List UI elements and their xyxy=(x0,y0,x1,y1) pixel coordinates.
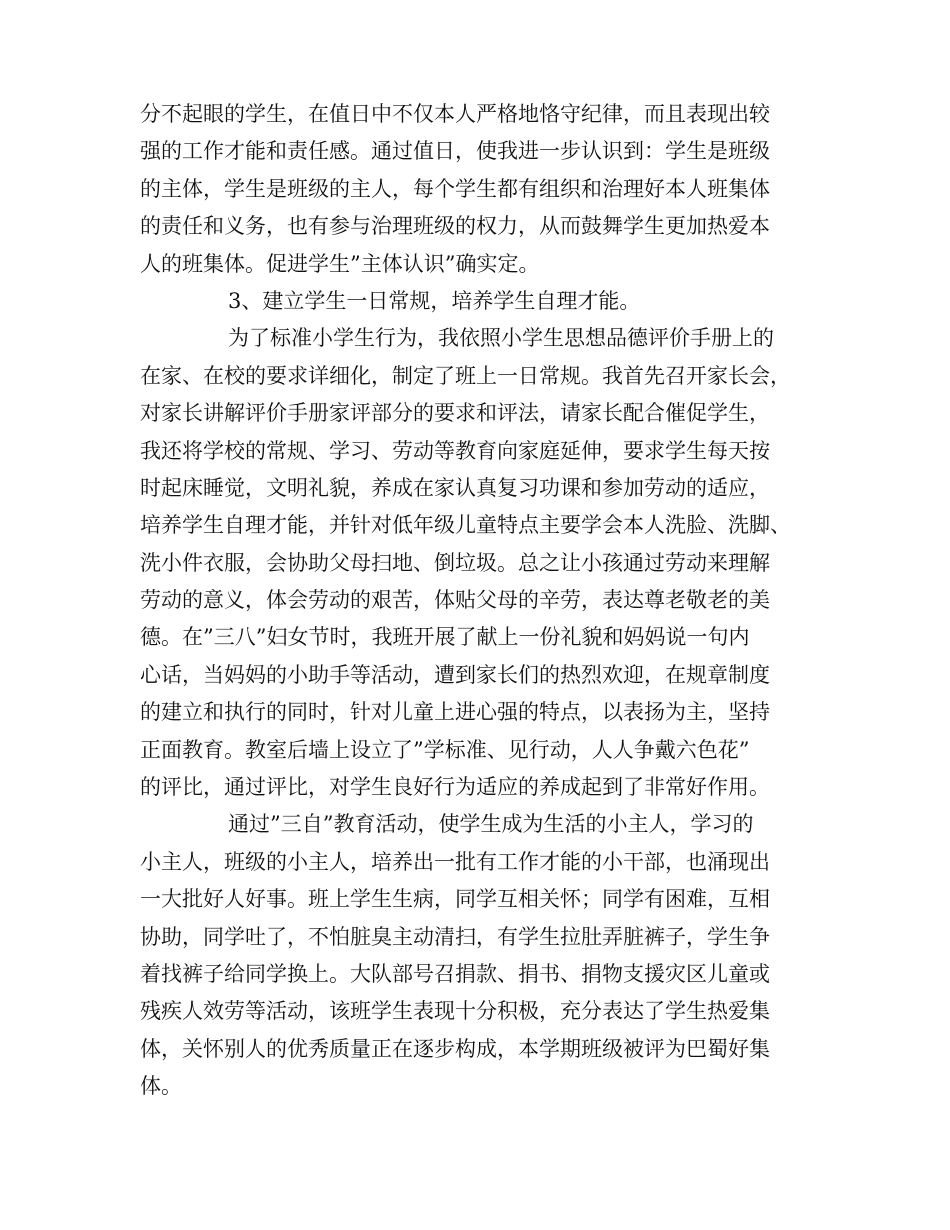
text-line: 心话，当妈妈的小助手等活动，遭到家长们的热烈欢迎，在规章制度 xyxy=(140,662,770,687)
text-line: 时起床睡觉，文明礼貌，养成在家认真复习功课和参加劳动的适应， xyxy=(140,475,770,500)
text-line: 通过”三自”教育活动，使学生成为生活的小主人，学习的 xyxy=(228,812,754,837)
text-line: 洗小件衣服，会协助父母扫地、倒垃圾。总之让小孩通过劳动来理解 xyxy=(140,550,770,575)
text-line: 的建立和执行的同时，针对儿童上进心强的特点，以表扬为主，坚持 xyxy=(140,700,770,725)
text-line: 小主人，班级的小主人，培养出一批有工作才能的小干部，也涌现出 xyxy=(140,849,770,874)
text-line: 我还将学校的常规、学习、劳动等教育向家庭延伸，要求学生每天按 xyxy=(140,438,770,463)
text-line: 3、建立学生一日常规，培养学生自理才能。 xyxy=(228,288,641,313)
text-line: 对家长讲解评价手册家评部分的要求和评法，请家长配合催促学生， xyxy=(140,401,770,426)
text-line: 一大批好人好事。班上学生生病，同学互相关怀；同学有困难，互相 xyxy=(140,887,770,912)
text-line: 人的班集体。促进学生”主体认识”确实定。 xyxy=(140,251,540,276)
text-line: 强的工作才能和责任感。通过值日，使我进一步认识到：学生是班级 xyxy=(140,139,770,164)
text-line: 体。 xyxy=(140,1074,182,1099)
text-line: 体，关怀别人的优秀质量正在逐步构成，本学期班级被评为巴蜀好集 xyxy=(140,1036,770,1061)
text-line: 的主体，学生是班级的主人，每个学生都有组织和治理好本人班集体 xyxy=(140,176,770,201)
text-line: 分不起眼的学生，在值日中不仅本人严格地恪守纪律，而且表现出较 xyxy=(140,102,770,126)
text-line: 为了标准小学生行为，我依照小学生思想品德评价手册上的 xyxy=(228,326,774,351)
text-line: 协助，同学吐了，不怕脏臭主动清扫，有学生拉肚弄脏裤子，学生争 xyxy=(140,924,770,949)
text-line: 残疾人效劳等活动，该班学生表现十分积极，充分表达了学生热爱集 xyxy=(140,999,770,1024)
body-text xyxy=(140,96,820,1106)
text-line: 德。在”三八”妇女节时，我班开展了献上一份礼貌和妈妈说一句内 xyxy=(140,625,750,650)
text-line: 在家、在校的要求详细化，制定了班上一日常规。我首先召开家长会， xyxy=(140,363,791,388)
text-line: 培养学生自理才能，并针对低年级儿童特点主要学会本人洗脸、洗脚、 xyxy=(140,513,791,538)
text-line: 的评比，通过评比，对学生良好行为适应的养成起到了非常好作用。 xyxy=(140,775,770,800)
text-line: 劳动的意义，体会劳动的艰苦，体贴父母的辛劳，表达尊老敬老的美 xyxy=(140,588,770,613)
text-line: 着找裤子给同学换上。大队部号召捐款、捐书、捐物支援灾区儿童或 xyxy=(140,961,770,986)
text-line: 正面教育。教室后墙上设立了”学标准、见行动，人人争戴六色花” xyxy=(140,737,750,762)
text-line: 的责任和义务，也有参与治理班级的权力，从而鼓舞学生更加热爱本 xyxy=(140,214,770,239)
